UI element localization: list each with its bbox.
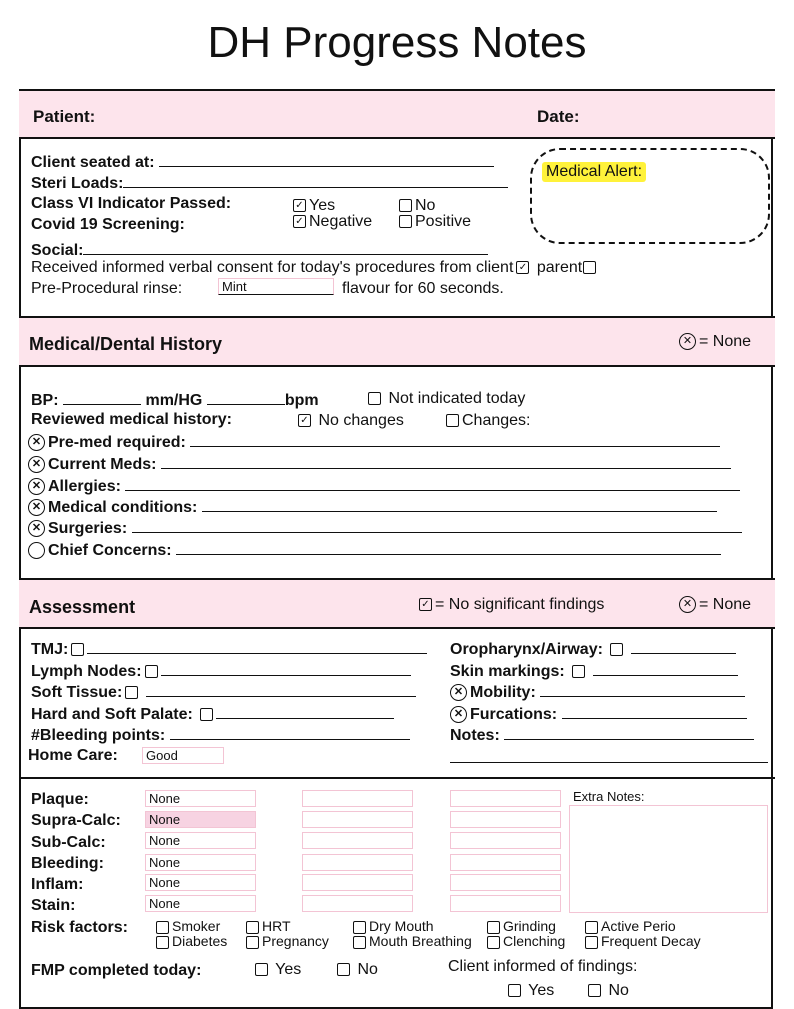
changes-label: Changes:	[462, 412, 531, 429]
soft-tissue-checkbox[interactable]	[125, 686, 138, 699]
mmhg-label: mm/HG	[145, 392, 203, 409]
lymph-checkbox[interactable]	[145, 665, 158, 678]
text	[484, 934, 565, 949]
circle-x-icon[interactable]: ✕	[450, 706, 467, 723]
circle-empty-icon[interactable]	[28, 542, 45, 559]
circle-x-icon: ✕	[679, 333, 696, 350]
blank-line	[170, 725, 410, 740]
assessment-header	[19, 578, 775, 629]
blank-line	[190, 432, 720, 447]
assessment-title: Assessment	[29, 597, 136, 617]
history-item	[28, 454, 760, 474]
covid-label: Covid 19 Screening:	[31, 216, 185, 233]
finding-label: Sub-Calc:	[31, 834, 106, 851]
blank-line	[504, 725, 754, 740]
history-title: Medical/Dental History	[29, 334, 223, 354]
blank-line	[216, 704, 394, 719]
rinse-label: Pre-Procedural rinse:	[31, 280, 183, 297]
risk-checkbox[interactable]	[585, 936, 598, 949]
informed-label: Client informed of findings:	[448, 958, 638, 975]
text	[31, 682, 416, 702]
text	[679, 333, 751, 351]
covid-negative-checkbox[interactable]: ✓	[293, 215, 306, 228]
circle-x-icon[interactable]: ✕	[450, 684, 467, 701]
history-item	[28, 540, 760, 560]
parent-label: parent	[536, 259, 583, 276]
blank-line	[161, 661, 411, 676]
home-care-field[interactable]: Good	[142, 747, 224, 764]
bleeding-points-label: #Bleeding points:	[31, 727, 166, 744]
divider	[19, 777, 775, 779]
finding-extra-field[interactable]	[302, 790, 413, 807]
text	[350, 934, 472, 949]
no-changes-label: No changes	[318, 412, 404, 429]
text	[31, 639, 427, 659]
circle-x-icon[interactable]: ✕	[28, 520, 45, 537]
text: Dry Mouth	[369, 918, 434, 934]
text	[31, 173, 508, 193]
positive-label: Positive	[415, 213, 472, 230]
consent-text: Received informed verbal consent for today's procedures from client	[31, 259, 514, 276]
text	[505, 982, 554, 1000]
blank-line	[176, 540, 721, 555]
steri-field[interactable]	[123, 173, 508, 188]
risk-checkbox[interactable]	[246, 936, 259, 949]
finding-label: Supra-Calc:	[31, 812, 121, 829]
finding-extra-field[interactable]	[450, 790, 561, 807]
text	[31, 280, 182, 298]
lymph-label: Lymph Nodes:	[31, 663, 142, 680]
text	[334, 961, 378, 979]
date-label: Date:	[537, 107, 580, 126]
blank-line	[631, 639, 736, 654]
history-item	[28, 476, 760, 496]
text	[450, 682, 745, 702]
class6-no-checkbox[interactable]	[399, 199, 412, 212]
text	[31, 661, 411, 681]
extra-notes-field[interactable]	[569, 805, 768, 913]
text	[450, 639, 736, 659]
finding-extra-field[interactable]	[450, 832, 561, 849]
text	[31, 390, 319, 410]
text	[679, 596, 751, 614]
text: Yes	[528, 982, 555, 999]
text: Pregnancy	[262, 933, 329, 949]
rinse-field[interactable]: Mint	[218, 278, 334, 295]
notes-line[interactable]	[450, 762, 768, 763]
history-header	[19, 316, 775, 367]
patient-header	[19, 89, 775, 139]
finding-label: Bleeding:	[31, 855, 104, 872]
fmp-no-checkbox[interactable]	[337, 963, 350, 976]
text	[31, 152, 494, 172]
text: Medical conditions:	[48, 499, 198, 516]
text	[365, 390, 525, 408]
risk-checkbox[interactable]	[156, 936, 169, 949]
history-item	[28, 432, 760, 452]
text	[582, 934, 701, 949]
text	[450, 704, 747, 724]
risk-checkbox[interactable]	[353, 936, 366, 949]
text: Grinding	[503, 918, 556, 934]
text: Active Perio	[601, 918, 676, 934]
rinse-suffix: flavour for 60 seconds.	[342, 280, 504, 297]
no-changes-checkbox[interactable]: ✓	[298, 414, 311, 427]
bp-label: BP:	[31, 392, 59, 409]
blank-line	[146, 682, 416, 697]
class6-yes-checkbox[interactable]: ✓	[293, 199, 306, 212]
skin-label: Skin markings:	[450, 663, 565, 680]
blank-line	[562, 704, 747, 719]
risk-group	[153, 919, 227, 949]
blank-line	[87, 639, 427, 654]
client-seated-field[interactable]	[159, 152, 494, 167]
finding-extra-field[interactable]	[302, 811, 413, 828]
text	[31, 704, 394, 724]
history-item	[28, 518, 760, 538]
text	[153, 919, 227, 934]
text	[350, 919, 472, 934]
informed-no-checkbox[interactable]	[588, 984, 601, 997]
oropharynx-label: Oropharynx/Airway:	[450, 641, 603, 658]
risk-group	[582, 919, 701, 949]
text	[484, 919, 565, 934]
client-seated-label: Client seated at:	[31, 154, 155, 171]
text: Surgeries:	[48, 520, 128, 537]
finding-extra-field[interactable]	[450, 874, 561, 891]
notes-label: Notes:	[450, 727, 500, 744]
fmp-label: FMP completed today:	[31, 962, 202, 979]
risk-checkbox[interactable]	[246, 921, 259, 934]
text	[243, 919, 329, 934]
finding-extra-field[interactable]	[302, 895, 413, 912]
text: No	[608, 982, 629, 999]
blank-line	[202, 497, 717, 512]
text	[31, 259, 599, 277]
circle-x-icon[interactable]: ✕	[28, 478, 45, 495]
not-indicated-label: Not indicated today	[388, 390, 526, 407]
text	[585, 982, 629, 1000]
risk-group	[350, 919, 472, 949]
text	[450, 661, 738, 681]
finding-extra-field[interactable]	[302, 874, 413, 891]
steri-label: Steri Loads:	[31, 175, 124, 192]
text: Smoker	[172, 918, 221, 934]
consent-parent-checkbox[interactable]	[583, 261, 596, 274]
mobility-label: Mobility:	[470, 684, 536, 701]
risk-checkbox[interactable]	[585, 921, 598, 934]
covid-positive-checkbox[interactable]	[399, 215, 412, 228]
history-item	[28, 497, 760, 517]
finding-field[interactable]: None	[145, 854, 256, 871]
none-legend: = None	[699, 596, 752, 613]
text: Yes	[275, 961, 302, 978]
text	[31, 240, 488, 260]
negative-label: Negative	[309, 213, 373, 230]
tmj-label: TMJ:	[31, 641, 69, 658]
yes-label: Yes	[309, 197, 336, 214]
text	[443, 412, 531, 430]
text	[450, 725, 754, 745]
circle-x-icon[interactable]: ✕	[28, 499, 45, 516]
text: Pre-med required:	[48, 434, 186, 451]
finding-field[interactable]: None	[145, 790, 256, 807]
text	[416, 596, 604, 614]
no-label: No	[415, 197, 436, 214]
circle-x-icon: ✕	[679, 596, 696, 613]
finding-extra-field[interactable]	[450, 854, 561, 871]
finding-extra-field[interactable]	[302, 832, 413, 849]
risk-checkbox[interactable]	[156, 921, 169, 934]
text: Allergies:	[48, 478, 121, 495]
palate-checkbox[interactable]	[200, 708, 213, 721]
bpm-label: bpm	[284, 392, 319, 409]
none-legend: = None	[699, 333, 752, 350]
finding-label: Inflam:	[31, 876, 84, 893]
skin-checkbox[interactable]	[572, 665, 585, 678]
oropharynx-checkbox[interactable]	[610, 643, 623, 656]
text	[582, 919, 701, 934]
finding-field[interactable]: None	[145, 832, 256, 849]
home-care-label: Home Care:	[28, 747, 118, 764]
not-indicated-checkbox[interactable]	[368, 392, 381, 405]
text: Chief Concerns:	[48, 542, 172, 559]
text: Frequent Decay	[601, 933, 701, 949]
finding-field[interactable]: None	[145, 811, 256, 828]
medical-alert-box[interactable]	[530, 148, 770, 244]
social-field[interactable]	[83, 240, 488, 255]
informed-yes-checkbox[interactable]	[508, 984, 521, 997]
blank-line	[132, 518, 742, 533]
bp-field[interactable]	[63, 390, 141, 405]
finding-field[interactable]: None	[145, 895, 256, 912]
reviewed-label: Reviewed medical history:	[31, 411, 232, 428]
text	[290, 213, 372, 231]
finding-field[interactable]: None	[145, 874, 256, 891]
text: Diabetes	[172, 933, 228, 949]
text	[252, 961, 301, 979]
risk-checkbox[interactable]	[487, 921, 500, 934]
text: Mouth Breathing	[369, 933, 472, 949]
circle-x-icon[interactable]: ✕	[28, 434, 45, 451]
finding-extra-field[interactable]	[302, 854, 413, 871]
blank-line	[540, 682, 745, 697]
consent-client-checkbox[interactable]: ✓	[516, 261, 529, 274]
page-title: DH Progress Notes	[207, 18, 587, 67]
text: HRT	[262, 918, 291, 934]
blank-line	[125, 476, 740, 491]
blank-line	[161, 454, 731, 469]
class6-label: Class VI Indicator Passed:	[31, 195, 232, 212]
circle-x-icon[interactable]: ✕	[28, 456, 45, 473]
risk-group	[484, 919, 565, 949]
text: Current Meds:	[48, 456, 157, 473]
text: No	[357, 961, 378, 978]
patient-label: Patient:	[33, 107, 96, 126]
text	[295, 412, 404, 430]
finding-label: Stain:	[31, 897, 76, 914]
text: Clenching	[503, 933, 566, 949]
risk-group	[243, 919, 329, 949]
checkbox-icon: ✓	[419, 598, 432, 611]
text	[153, 934, 227, 949]
text	[243, 934, 329, 949]
medical-alert-label: Medical Alert:	[542, 162, 646, 182]
furcations-label: Furcations:	[470, 706, 558, 723]
risk-checkbox[interactable]	[487, 936, 500, 949]
text	[396, 213, 471, 231]
risk-label: Risk factors:	[31, 919, 128, 936]
finding-extra-field[interactable]	[450, 811, 561, 828]
extra-notes-label: Extra Notes:	[573, 789, 645, 804]
blank-line	[593, 661, 738, 676]
pulse-field[interactable]	[207, 390, 285, 405]
text	[31, 725, 410, 745]
risk-checkbox[interactable]	[353, 921, 366, 934]
tmj-checkbox[interactable]	[71, 643, 84, 656]
finding-label: Plaque:	[31, 791, 89, 808]
finding-extra-field[interactable]	[450, 895, 561, 912]
palate-label: Hard and Soft Palate:	[31, 706, 193, 723]
no-findings-legend: = No significant findings	[435, 596, 605, 613]
soft-tissue-label: Soft Tissue:	[31, 684, 123, 701]
social-label: Social:	[31, 242, 84, 259]
changes-checkbox[interactable]	[446, 414, 459, 427]
fmp-yes-checkbox[interactable]	[255, 963, 268, 976]
